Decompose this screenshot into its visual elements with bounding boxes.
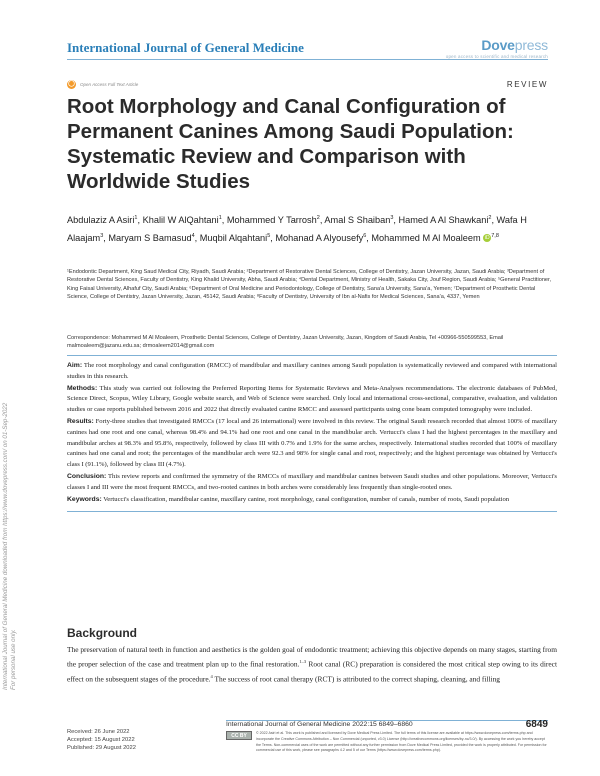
author-name[interactable]: Abdulaziz A Asiri: [67, 215, 135, 226]
header-divider: [67, 59, 548, 60]
publication-dates: [67, 729, 136, 752]
author-affiliation-ref: 7,8: [491, 232, 499, 239]
author-name[interactable]: Mohammed Y Tarrosh: [226, 215, 317, 226]
publisher-name-bold: Dove: [481, 37, 515, 53]
author-affiliation-ref: 2: [316, 215, 320, 221]
cc-license-icon[interactable]: CC BY NC: [226, 731, 252, 740]
author-name[interactable]: Hamed A Al Shawkani: [398, 215, 489, 226]
author-affiliation-ref: 4: [191, 232, 195, 239]
abstract-conclusion-text: This review reports and confirmed the symmetry of the RMCCs of maxillary and mandibular canines between Saudi studies and other populations. Moreover, Vertucci's classes I and III were the most frequent RMCCs, and two-rooted canines in both arches were considerably less frequently than single-rooted ones.: [67, 472, 558, 491]
license-text: © 2022 Asiri et al. This work is published and licensed by Dove Medical Press Limited. The full terms of this license are available at https://www.dovepress.com/terms.php and incorporate the Creative Commons Attribution – Non Commercial (unported, v3.0) License (http://creativecommons.org/licenses/by-nc/3.0/). By accessing the work you hereby accept the Terms. Non-commercial uses of the work are permitted without any further permission from Dove Medical Press Limited, provided the work is properly attributed. For permission for commercial use of this work, please see paragraphs 4.2 and 5 of our Terms (https://www.dovepress.com/terms.php).: [256, 731, 547, 753]
abstract-aim: [67, 361, 557, 383]
author-name[interactable]: Amal S Shaiban: [324, 215, 391, 226]
author-affiliation-ref: 3: [390, 215, 394, 221]
received-date: Received: 26 June 2022: [67, 729, 130, 735]
abstract-results-label: Results:: [67, 417, 94, 425]
publisher-name-light: press: [514, 37, 548, 53]
personal-use-note: For personal use only.: [10, 629, 17, 690]
publisher-logo[interactable]: [446, 37, 548, 59]
abstract-aim-text: The root morphology and canal configuration (RMCC) of mandibular and maxillary canines among Saudi population is systematically reviewed and compared with international studies in this research.: [67, 362, 557, 380]
abstract: [67, 355, 557, 512]
author-affiliation-ref: 5: [267, 232, 271, 239]
open-access-label: Open Access Full Text Article: [80, 82, 139, 87]
correspondence: Correspondence: Mohammed M Al Moaleem, Prosthetic Dental Sciences, College of Dentistry, Jazan University, Jazan, Kingdom of Saudi Arabia, Tel +00966-550599553, Email malmoaleem@jazanu.edu.sa; drmoaleem2014@gmail.com: [67, 335, 504, 350]
journal-name[interactable]: International Journal of General Medicine: [67, 40, 304, 55]
author-affiliation-ref: 2: [488, 215, 492, 221]
abstract-conclusion: [67, 472, 557, 494]
abstract-results: [67, 417, 557, 471]
abstract-methods-label: Methods:: [67, 384, 98, 392]
author-name[interactable]: Khalil W AlQahtani: [142, 215, 219, 226]
journal-citation[interactable]: International Journal of General Medicine 2022:15 6849–6860: [226, 721, 413, 728]
author-affiliation-ref: 1: [134, 215, 138, 221]
background-text-1: The preservation of natural teeth in function and aesthetics is the golden goal of endodontic treatment; achieving this objective depends on many stages, starting from the proper selection of the case and treatment plan up to the final restoration.: [67, 645, 557, 669]
author-affiliation-ref: 1: [218, 215, 222, 221]
page-number: 6849: [525, 719, 548, 730]
published-date: Published: 29 August 2022: [67, 744, 136, 751]
download-watermark: [2, 403, 18, 690]
abstract-keywords: [67, 495, 557, 506]
author-name[interactable]: Wafa H Alaajam: [67, 215, 527, 243]
author-name[interactable]: Maryam S Bamasud: [108, 232, 192, 243]
abstract-results-text: Forty-three studies that investigated RMCCs (17 local and 26 international) were involved in this review. The original Saudi research recorded that almost 100% of maxillary canines had one root and one canal, whereas 98.4% and 94.1% had one root and one canal in the mandibular arch. Vertucci's class I had the highest percentages in the maxillary and mandibular arches at 98.3% and 95.8%, respectively, followed by class III with 0.7% and 1.9% for the same arches, respectively. International studies recorded that 100% of maxillary canines had one canal and root; the percentages of the mandibular arch were 92.3 and 98% for single canal and root, respectively; and the highest percentage was obtained by Vertucci's class I (91.1%), followed by class III (4.7%).: [67, 417, 557, 469]
orcid-icon[interactable]: iD: [484, 235, 490, 242]
background-text-3: The success of root canal therapy (RCT) is attributed to the correct shaping, cleaning, and filling: [212, 674, 500, 684]
background-heading: Background: [67, 626, 138, 640]
author-name[interactable]: Muqbil Alqahtani: [199, 232, 268, 243]
license-block: [226, 731, 548, 754]
accepted-date: Accepted: 15 August 2022: [67, 736, 135, 743]
publisher-tagline: open access to scientific and medical research: [445, 54, 548, 59]
article-type: REVIEW: [506, 80, 548, 89]
author-name[interactable]: Mohanad A Alyousefy: [275, 232, 364, 243]
author-list: Abdulaziz A Asiri$^1$, Khalil W AlQahtani$^1$, Mohammed Y Tarrosh$^2$, Amal S Shaiban$^3$, Hamed A Al Shawkani$^2$, Wafa H Alaajam$^3$, Maryam S Bamasud$^4$, Muqbil Alqahtani$^5$, Mohanad A Alyousefy$^6$, Mohammed M Al Moaleem iD $^{7,8}$: [67, 215, 527, 243]
abstract-conclusion-label: Conclusion:: [67, 472, 107, 480]
download-note: International Journal of General Medicine downloaded from https://www.dovepress.com/ on 01-Sep-2022: [2, 402, 9, 690]
background-paragraph: [67, 644, 557, 686]
author-affiliation-ref: 6: [363, 232, 367, 239]
affiliations: ¹Endodontic Department, King Saud Medical City, Riyadh, Saudi Arabia; ²Department of Restorative Dental Sciences, College of Dentistry, Jazan University, Jazan, Saudi Arabia; ³Department of Restorative Dental Sciences, Faculty of Dentistry, King Khalid University, Abha, Saudi Arabia; ⁴Dental Department, Ministry of Health, Sakaka City, Jouf Region, Saudi Arabia; ⁵General Practitioner, King Faisal University, Alhafuf City, Saudi Arabia; ⁶Department of Oral Medicine and Periodontology, College of Dentistry, Sana'a University, Sana'a, Yemen; ⁷Department of Prosthetic Dental Science, College of Dentistry, Jazan University, Jazan, 45142, Saudi Arabia; ⁸Faculty of Dentistry, University of Ibn al-Nafis for Medical Sciences, Sana'a, 4337, Yemen: [67, 269, 552, 300]
author-affiliation-ref: 3: [100, 232, 104, 239]
abstract-methods-text: This study was carried out following the Preferred Reporting Items for Systematic Reviews and Meta-Analyses recommendations. The electronic databases of PubMed, Science Direct, Scopus, Wiley Library, Google website search, and Web of Science were searched. Only local and international cross-sectional, comparative, evaluation, and validation studies or case reports published between 2016 and 2022 that directly evaluated canine RMCC and assessed participants using cone beam computed tomography were included.: [67, 384, 558, 414]
abstract-keywords-text: Vertucci's classification, mandibular canine, maxillary canine, root morphology, canal configuration, number of canals, number of roots, Saudi population: [103, 495, 510, 503]
abstract-methods: [67, 384, 557, 416]
article-title: Root Morphology and Canal Configuration of Permanent Canines Among Saudi Population: Systematic Review and Comparison with Worldwide Studies: [67, 95, 514, 193]
citation-ref[interactable]: 4: [210, 673, 213, 679]
background-text-2: Root canal (RC) preparation is considered the most critical step owing to its direct effect on the subsequent stages of the procedure.: [67, 659, 557, 684]
abstract-aim-label: Aim:: [67, 362, 83, 369]
citation-ref[interactable]: 1–3: [299, 659, 307, 665]
abstract-keywords-label: Keywords:: [67, 495, 102, 503]
open-access-badge: [67, 80, 138, 89]
author-name[interactable]: Mohammed M Al Moaleem: [371, 232, 481, 243]
open-access-lock-icon: ◯: [68, 81, 75, 87]
